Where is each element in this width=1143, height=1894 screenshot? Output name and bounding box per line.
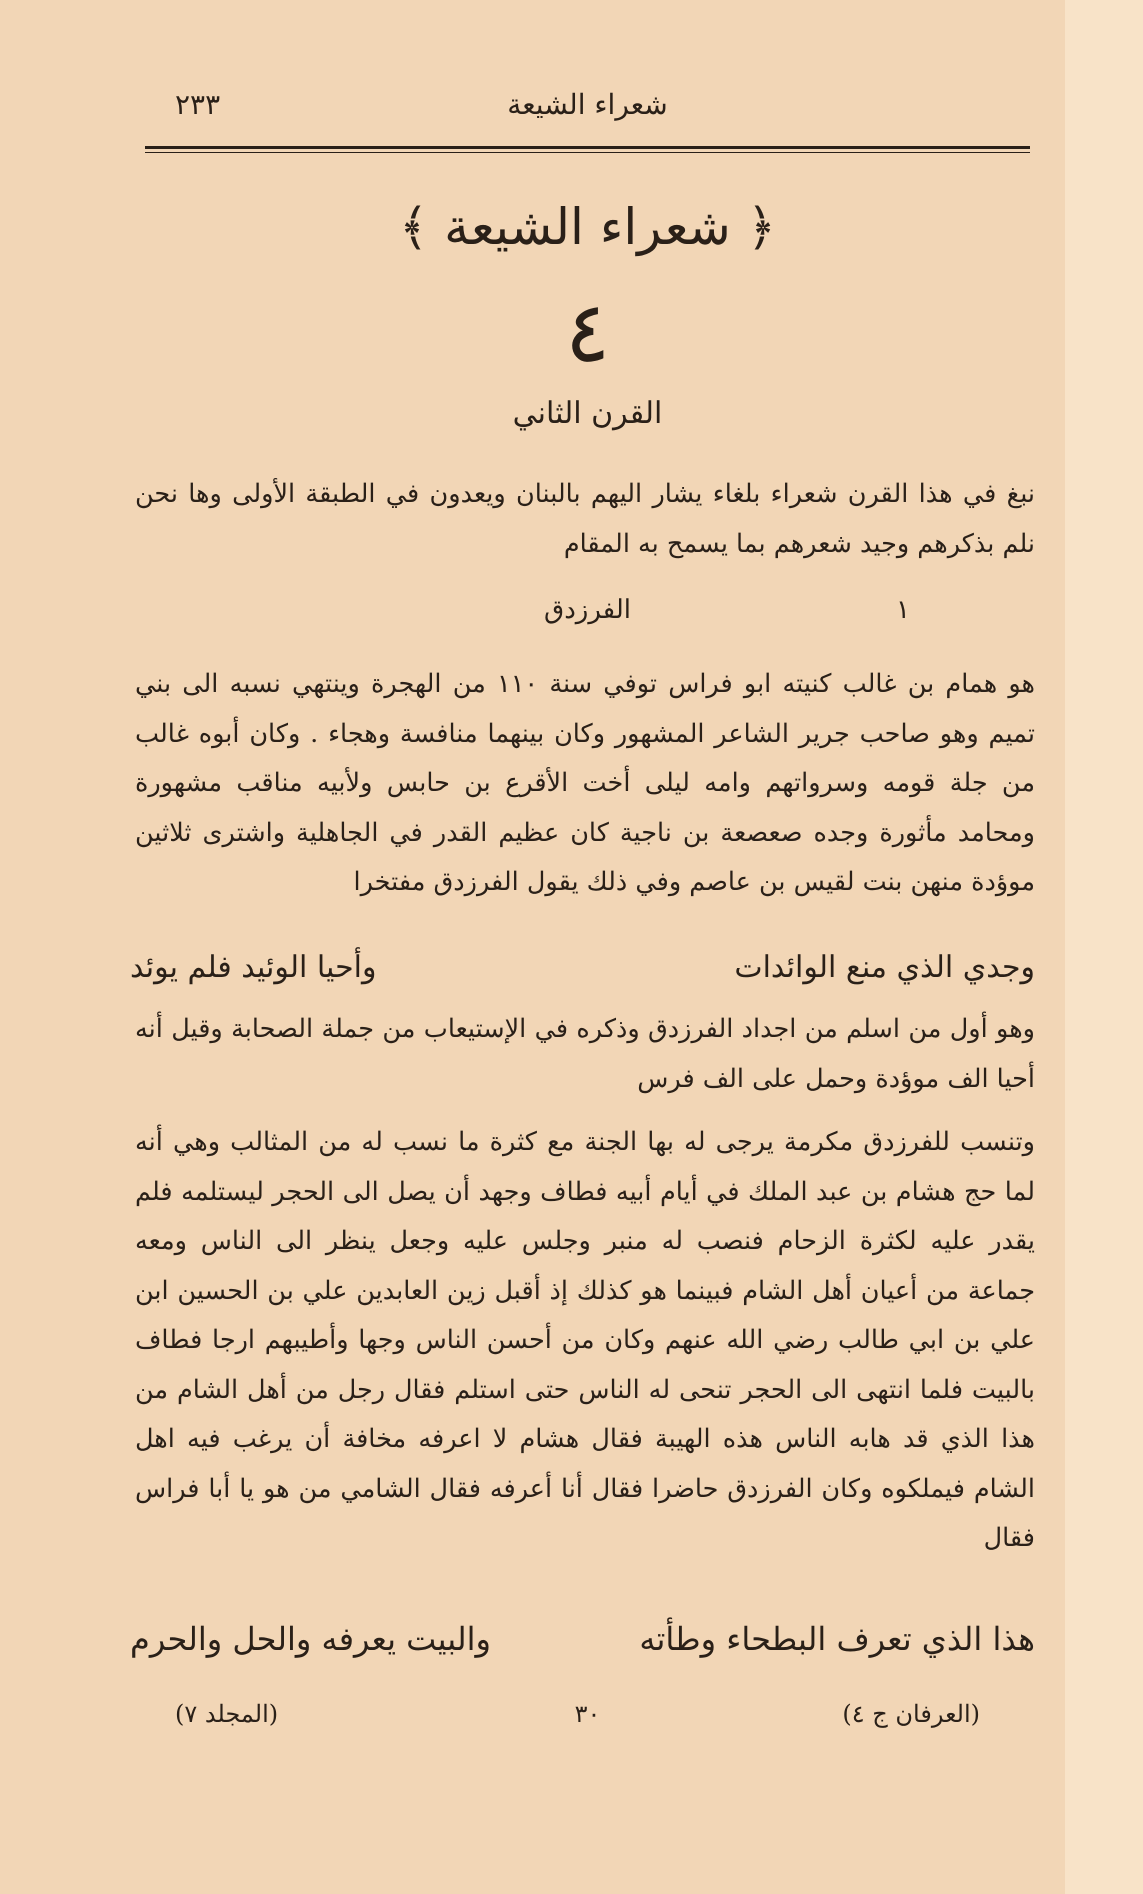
- section-name: الفرزدق: [544, 595, 631, 625]
- verse-first-hemistich: وجدي الذي منع الوائدات: [734, 950, 1035, 985]
- verse-first-hemistich: هذا الذي تعرف البطحاء وطأته: [639, 1620, 1035, 1658]
- verse-second-hemistich: وأحيا الوئيد فلم يوئد: [130, 950, 377, 985]
- binding-margin: [1065, 0, 1143, 1894]
- paragraph-anecdote: وتنسب للفرزدق مكرمة يرجى له بها الجنة مع كثرة ما نسب له من المثالب وهي أنه لما حج هشام بن عبد الملك في أيام أبيه فطاف وجهد أن يصل الى الحجر ليستلمه فلم يقدر عليه لكثرة الزحام فنصب له منبر وجلس عليه وجعل ينظر الى الناس ومعه جماعة من أعيان أهل الشام فبينما هو كذلك إذ أقبل زين العابدين علي بن الحسين ابن علي بن ابي طالب رضي الله عنهم وكان من أحسن الناس وجها وأطيبهم ارجا فطاف بالبيت فلما انتهى الى الحجر تنحى له الناس حتى استلم فقال رجل من أهل الشام من هذا الذي قد هابه الناس هذه الهيبة فقال هشام لا اعرفه مخافة أن يرغب فيه اهل الشام فيملكوه وكان الفرزدق حاضرا فقال أنا أعرفه فقال الشامي من هو يا أبا فراس فقال: [135, 1127, 1035, 1553]
- volume-reference: (المجلد ٧): [175, 1700, 279, 1728]
- section-number: ١: [896, 595, 910, 625]
- verse-line: [130, 1620, 1035, 1666]
- section-heading: [145, 595, 1030, 635]
- intro-paragraph: نبغ في هذا القرن شعراء بلغاء يشار اليهم بالبنان ويعدون في الطبقة الأولى وها نحن نلم بذكرهم وجيد شعرهم بما يسمح به المقام: [135, 479, 1035, 559]
- header-rule-thin: [145, 152, 1030, 153]
- part-number: ٤: [564, 283, 611, 381]
- paragraph-grandfather: وهو أول من اسلم من اجداد الفرزدق وذكره في الإستيعاب من جملة الصحابة وقيل أنه أحيا الف موؤدة وحمل على الف فرس: [135, 1014, 1035, 1094]
- verse-second-hemistich: والبيت يعرفه والحل والحرم: [130, 1620, 491, 1658]
- running-title: شعراء الشيعة: [507, 88, 668, 121]
- page-footer: [145, 1700, 1030, 1736]
- sheet-number: ٣٠: [574, 1700, 601, 1728]
- paragraph-biography: هو همام بن غالب كنيته ابو فراس توفي سنة ١١٠ من الهجرة وينتهي نسبه الى بني تميم وهو صاحب جرير الشاعر المشهور وكان بينهما منافسة وهجاء . وكان أبوه غالب من جلة قومه وسرواتهم وامه ليلى أخت الأقرع بن حابس ولأبيه مناقب مشهورة ومحامد مأثورة وجده صعصعة بن ناجية كان عظيم القدر في الجاهلية واشترى ثلاثين موؤدة منهن بنت لقيس بن عاصم وفي ذلك يقول الفرزدق مفتخرا: [135, 669, 1035, 897]
- article-title: ﴿ شعراء الشيعة ﴾: [398, 198, 777, 256]
- journal-reference: (العرفان ج ٤): [842, 1700, 980, 1728]
- article-subtitle: القرن الثاني: [512, 396, 663, 431]
- page-header: [145, 88, 1030, 128]
- verse-line: [130, 950, 1035, 996]
- page-number: ٢٣٣: [175, 88, 221, 121]
- header-rule-thick: [145, 146, 1030, 149]
